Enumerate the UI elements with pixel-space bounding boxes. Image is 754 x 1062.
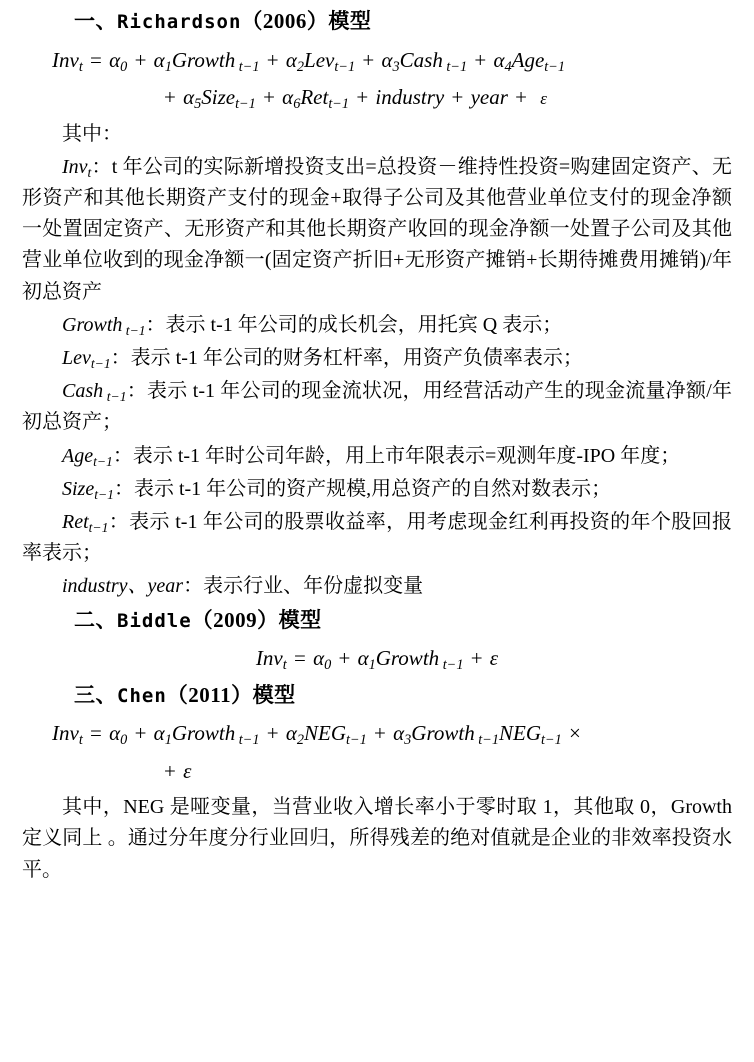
equation-2-line-1: $Inv_t = \alpha_0$ + $\alpha_1Growth$ $_{t-1}$ + ε [255, 646, 499, 674]
definition-lev-text: ：表示 t-1 年公司的财务杠杆率，用资产负债率表示； [110, 347, 583, 369]
variable-lev: Lev$_{t-1}$ [62, 347, 111, 372]
section-heading-1-suffix: （2006）模型 [241, 9, 372, 33]
definition-ret [22, 507, 732, 569]
variable-age: Age$_{t-1}$ [62, 444, 113, 469]
definition-industry-year-text: ：表示行业、年份虚拟变量 [183, 575, 424, 598]
variable-ret: Ret$_{t-1}$ [62, 510, 109, 536]
definition-age [22, 441, 732, 472]
section-heading-3-latin: Chen [117, 684, 167, 707]
section-heading-2-latin: Biddle [117, 609, 192, 632]
section-heading-3-suffix: （2011）模型 [166, 682, 296, 707]
section-heading-1 [22, 6, 732, 38]
equation-1-line-1: $Inv_t = \alpha_0$ + $\alpha_1Growth$ $_{t-1} + \alpha_2Lev_{t-1}$ + $\alpha_3Cash$ $_{t-1} + \alpha_4Age_{t-1}$ [52, 47, 566, 75]
definition-size [22, 474, 732, 505]
qizhong-label: 其中： [62, 122, 122, 145]
section-heading-2-prefix: 二、 [74, 607, 117, 632]
definition-cash [22, 376, 732, 438]
definition-ret-text: ：表示 t-1 年公司的股票收益率，用考虑现金红利再投资的年个股回报率表示； [22, 510, 732, 565]
definition-size-text: ：表示 t-1 年公司的资产规模,用总资产的自然对数表示； [113, 477, 612, 500]
section-heading-1-prefix: 一、 [74, 9, 117, 33]
equation-1-line-2: + $\alpha_5Size_{t-1} + \alpha_6Ret_{t-1}$ + industry + year + ε [164, 85, 547, 113]
variable-industry-year: industry、year [62, 575, 184, 598]
final-note: 其中，NEG 是哑变量，当营业收入增长率小于零时取 1，其他取 0，Growth 定义同上 。通过分年度分行业回归，所得残差的绝对值就是企业的非效率投资水平。 [22, 796, 732, 881]
definition-cash-text: ：表示 t-1 年公司的现金流状况，用经营活动产生的现金流量净额/年初总资产； [22, 380, 732, 434]
variable-size: Size$_{t-1}$ [62, 477, 114, 502]
section-heading-3 [22, 680, 732, 712]
variable-inv: Inv$_t$ [62, 155, 92, 180]
section-heading-2-suffix: （2009）模型 [191, 607, 322, 632]
definition-lev [22, 343, 732, 374]
definition-inv [22, 152, 732, 308]
section-heading-1-latin: Richardson [117, 11, 242, 33]
definition-inv-text: ：t 年公司的实际新增投资支出=总投资－维持性投资=购建固定资产、无形资产和其他长期资产支付的现金+取得子公司及其他营业单位支付的现金净额一处置固定资产、无形资产和其他长期资产收回的现金净额一处置子公司及其他营业单位收到的现金净额一(固定资产折旧+无形资产摊销+长期待摊费用摊销)/年初总资产 [22, 155, 732, 303]
section-heading-3-prefix: 三、 [74, 682, 117, 707]
equation-3-line-2: + ε [164, 758, 192, 783]
definition-industry-year [22, 571, 732, 602]
definition-age-text: ：表示 t-1 年时公司年龄，用上市年限表示=观测年度-IPO 年度； [112, 444, 681, 467]
variable-growth: Growth $_{t-1}$ [62, 313, 146, 338]
definition-growth-text: ：表示 t-1 年公司的成长机会，用托宾 Q 表示； [145, 313, 563, 336]
section-heading-2 [22, 605, 732, 637]
variable-cash: Cash $_{t-1}$ [62, 380, 127, 405]
definition-growth [22, 310, 732, 341]
equation-3-line-1: $Inv_t = \alpha_0$ + $\alpha_1Growth$ $_{t-1} + \alpha_2NEG_{t-1}$ + $\alpha_3Growth$ $_{t-1}NEG_{t-1}$ × [52, 721, 581, 749]
